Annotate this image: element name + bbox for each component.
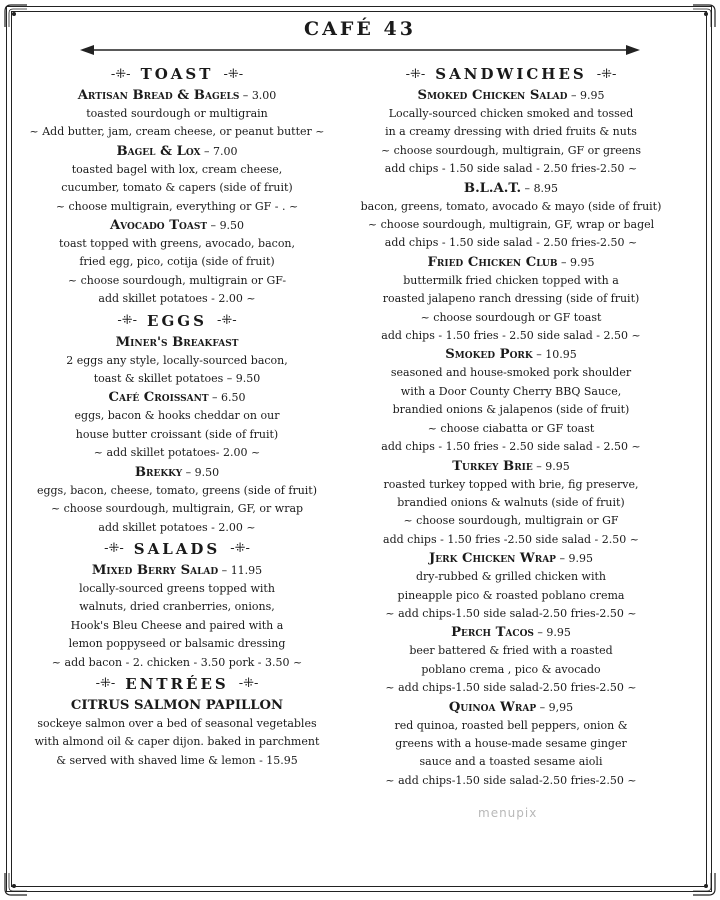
price-separator: – xyxy=(200,144,214,158)
price-separator: – xyxy=(208,391,222,405)
item-price: 9.50 xyxy=(194,465,220,479)
sandwiches-section xyxy=(350,62,672,790)
item-description-line: toasted sourdough or multigrain xyxy=(86,107,268,120)
item-description-line: ~ choose sourdough, multigrain or GF xyxy=(403,514,619,528)
item-price: 6.50 xyxy=(221,391,246,405)
flourish-icon: -⁜- xyxy=(405,66,426,82)
toast-section xyxy=(14,62,340,309)
item-description-line: brandied onions & walnuts (side of fruit) xyxy=(397,495,625,509)
menu-item xyxy=(14,388,340,462)
item-description-line: seasoned and house-smoked pork shoulder xyxy=(390,366,632,380)
item-description-line: ~ Add butter, jam, cream cheese, or peanut butter ~ xyxy=(29,125,325,139)
item-name: Smoked Pork xyxy=(445,347,533,363)
item-description-line: house butter croissant (side of fruit) xyxy=(75,427,279,441)
toast-items xyxy=(14,86,340,309)
item-description-line: Hook's Bleu Cheese and paired with a xyxy=(70,618,284,632)
salads-section xyxy=(14,537,340,672)
item-name: Jerk Chicken Wrap xyxy=(429,551,556,567)
menu-item xyxy=(14,142,340,216)
item-heading xyxy=(14,86,340,105)
item-heading xyxy=(350,179,672,198)
item-description-line: Locally-sourced chicken smoked and tossed xyxy=(388,107,634,120)
item-price: 9,95 xyxy=(548,700,574,714)
price-separator: – xyxy=(207,219,220,233)
item-name: B.L.A.T. xyxy=(463,180,522,196)
item-description-line: ~ add bacon - 2. chicken - 3.50 pork - 3.50 ~ xyxy=(51,655,303,669)
item-description-line: sauce and a toasted sesame aioli xyxy=(419,755,603,769)
item-description-line: ~ choose sourdough, multigrain, GF, wrap or bagel xyxy=(367,218,655,232)
price-separator: – xyxy=(239,89,252,102)
menu-title: CAFÉ 43 xyxy=(304,18,416,40)
flourish-icon: -⁜- xyxy=(238,676,259,692)
price-separator: – xyxy=(567,89,580,102)
item-name: Smoked Chicken Salad xyxy=(417,88,568,103)
eggs-items xyxy=(14,333,340,537)
item-price: 8.95 xyxy=(533,181,559,195)
item-name: Artisan Bread & Bagels xyxy=(77,88,240,103)
salads-items xyxy=(14,561,340,672)
item-description-line: brandied onions & jalapenos (side of fruit) xyxy=(392,403,630,417)
flourish-icon: -⁜- xyxy=(596,66,617,82)
menu-item xyxy=(350,698,672,791)
title-divider-icon xyxy=(80,40,640,60)
section-title: ENTRÉES xyxy=(125,674,229,693)
item-heading xyxy=(350,623,672,642)
item-description-line: cucumber, tomato & capers (side of fruit) xyxy=(61,181,293,195)
flourish-icon: -⁜- xyxy=(230,541,250,557)
eggs-section xyxy=(14,309,340,537)
menu-item xyxy=(14,463,340,537)
right-column xyxy=(350,62,672,790)
item-heading xyxy=(14,142,340,161)
item-heading xyxy=(14,333,340,352)
entrees-items xyxy=(14,696,340,770)
entrees-section xyxy=(14,672,340,770)
price-separator: – xyxy=(218,563,231,577)
price-separator: – xyxy=(555,552,569,566)
section-header xyxy=(14,537,340,561)
item-description-line: pineapple pico & roasted poblano crema xyxy=(397,588,625,602)
item-price: 9.50 xyxy=(219,219,245,233)
item-heading xyxy=(14,388,340,407)
left-column xyxy=(14,62,340,770)
item-description-line: poblano crema , pico & avocado xyxy=(421,662,601,676)
menu-item xyxy=(14,216,340,309)
item-heading xyxy=(350,253,672,272)
menu-item xyxy=(350,623,672,697)
watermark: menupix xyxy=(478,806,538,820)
menu-item xyxy=(350,457,672,550)
item-description-line: roasted jalapeno ranch dressing (side of fruit) xyxy=(382,292,640,306)
item-description-line: toast topped with greens, avocado, bacon, xyxy=(58,237,296,251)
item-description-line: bacon, greens, tomato, avocado & mayo (side of fruit) xyxy=(360,199,662,213)
menu-item xyxy=(14,696,340,770)
item-description-line: with almond oil & caper dijon. baked in parchment xyxy=(34,735,320,749)
item-description-line: buttermilk fried chicken topped with a xyxy=(403,273,619,287)
item-price: 7.00 xyxy=(213,144,238,158)
item-description-line: beer battered & fried with a roasted xyxy=(409,644,613,658)
item-price: 9.95 xyxy=(569,255,595,269)
sandwiches-items xyxy=(350,86,672,790)
item-description-line: ~ choose sourdough or GF toast xyxy=(420,310,602,324)
item-description-line: red quinoa, roasted bell peppers, onion & xyxy=(394,718,628,732)
item-name: Miner's Breakfast xyxy=(115,334,239,350)
item-heading xyxy=(14,216,340,235)
item-price: 10.95 xyxy=(545,348,577,362)
flourish-icon: -⁜- xyxy=(95,676,116,692)
flourish-icon: -⁜- xyxy=(104,541,124,557)
price-separator: – xyxy=(182,465,195,479)
menu-item xyxy=(14,561,340,672)
item-heading xyxy=(350,345,672,364)
price-separator: – xyxy=(521,181,534,195)
section-title: SANDWICHES xyxy=(435,65,587,83)
item-price: 9.95 xyxy=(568,552,593,566)
item-description-line: ~ choose sourdough, multigrain, GF, or wrap xyxy=(50,502,304,516)
item-description-line: ~ add skillet potatoes- 2.00 ~ xyxy=(93,446,261,460)
item-heading xyxy=(350,698,672,717)
menu-item xyxy=(350,86,672,179)
item-description-line: in a creamy dressing with dried fruits & nuts xyxy=(385,125,637,139)
item-heading xyxy=(350,549,672,568)
corner-ornament-icon xyxy=(3,871,29,897)
item-name: Café Croissant xyxy=(108,390,209,406)
item-description-line: 2 eggs any style, locally-sourced bacon, xyxy=(66,353,288,367)
item-description-line: add chips - 1.50 fries - 2.50 side salad - 2.50 ~ xyxy=(381,440,641,454)
item-name: Brekky xyxy=(134,464,183,480)
flourish-icon: -⁜- xyxy=(117,313,138,329)
item-description-line: ~ add chips-1.50 side salad-2.50 fries-2.50 ~ xyxy=(385,773,637,787)
flourish-icon: -⁜- xyxy=(223,66,244,82)
item-heading xyxy=(14,561,340,580)
item-name: Perch Tacos xyxy=(451,625,534,641)
item-name: Quinoa Wrap xyxy=(448,699,537,715)
item-description-line: ~ choose ciabatta or GF toast xyxy=(427,421,595,435)
price-separator: – xyxy=(532,348,546,362)
menu-item xyxy=(350,253,672,346)
flourish-icon: -⁜- xyxy=(216,313,237,329)
item-name: Avocado Toast xyxy=(109,218,208,234)
corner-ornament-icon xyxy=(691,871,717,897)
section-title: EGGS xyxy=(147,311,207,330)
item-price: 9.95 xyxy=(579,89,605,102)
item-name: CITRUS SALMON PAPILLON xyxy=(70,697,284,713)
item-description-line: ~ choose sourdough, multigrain or GF- xyxy=(67,273,287,287)
item-description-line: fried egg, pico, cotija (side of fruit) xyxy=(79,255,275,269)
item-price: 9.95 xyxy=(546,626,571,640)
section-header xyxy=(14,672,340,696)
item-price: 11.95 xyxy=(230,563,263,577)
item-description-line: add chips - 1.50 side salad - 2.50 fries-2.50 ~ xyxy=(384,236,638,250)
price-separator: – xyxy=(533,626,547,640)
item-name: Mixed Berry Salad xyxy=(91,562,219,578)
section-title: SALADS xyxy=(133,539,221,558)
item-description-line: dry-rubbed & grilled chicken with xyxy=(415,570,606,584)
price-separator: – xyxy=(532,459,546,473)
menu-item xyxy=(14,86,340,142)
item-description-line: & served with shaved lime & lemon - 15.95 xyxy=(56,753,298,767)
price-separator: – xyxy=(557,255,570,269)
menu-item xyxy=(14,333,340,389)
item-price: 9.95 xyxy=(545,459,570,473)
section-title: TOAST xyxy=(140,65,214,83)
menu-header xyxy=(0,18,720,40)
item-description-line: add skillet potatoes - 2.00 ~ xyxy=(98,292,256,306)
item-description-line: sockeye salmon over a bed of seasonal vegetables xyxy=(37,716,317,730)
item-description-line: toast & skillet potatoes – 9.50 xyxy=(93,372,261,386)
menu-item xyxy=(350,549,672,623)
section-header xyxy=(14,309,340,333)
item-description-line: toasted bagel with lox, cream cheese, xyxy=(71,162,283,176)
item-description-line: eggs, bacon & hooks cheddar on our xyxy=(74,409,280,423)
item-description-line: ~ choose multigrain, everything or GF - . ~ xyxy=(55,199,299,213)
item-description-line: ~ add chips-1.50 side salad-2.50 fries-2.50 ~ xyxy=(385,606,637,620)
price-separator: – xyxy=(536,700,549,714)
section-header xyxy=(14,62,340,86)
menu-item xyxy=(350,345,672,456)
menu-item xyxy=(350,179,672,253)
item-description-line: greens with a house-made sesame ginger xyxy=(395,736,627,750)
item-name: Turkey Brie xyxy=(452,458,533,474)
flourish-icon: -⁜- xyxy=(110,66,131,82)
item-description-line: ~ add chips-1.50 side salad-2.50 fries-2.50 ~ xyxy=(385,681,637,695)
item-description-line: add chips - 1.50 fries -2.50 side salad - 2.50 ~ xyxy=(383,532,639,546)
item-description-line: add chips - 1.50 side salad - 2.50 fries-2.50 ~ xyxy=(384,162,638,176)
item-name: Bagel & Lox xyxy=(116,143,201,159)
item-description-line: roasted turkey topped with brie, fig preserve, xyxy=(383,477,639,491)
item-heading xyxy=(350,457,672,476)
item-description-line: with a Door County Cherry BBQ Sauce, xyxy=(400,384,622,398)
item-description-line: add skillet potatoes - 2.00 ~ xyxy=(98,520,256,534)
item-description-line: walnuts, dried cranberries, onions, xyxy=(79,600,275,614)
item-heading xyxy=(350,86,672,105)
item-heading xyxy=(14,696,340,715)
item-name: Fried Chicken Club xyxy=(427,254,558,270)
section-header xyxy=(350,62,672,86)
item-description-line: lemon poppyseed or balsamic dressing xyxy=(68,637,286,651)
item-description-line: eggs, bacon, cheese, tomato, greens (side of fruit) xyxy=(36,483,318,497)
item-heading xyxy=(14,463,340,482)
item-description-line: locally-sourced greens topped with xyxy=(79,581,275,595)
item-description-line: ~ choose sourdough, multigrain, GF or greens xyxy=(380,143,642,157)
item-description-line: add chips - 1.50 fries - 2.50 side salad - 2.50 ~ xyxy=(381,329,641,343)
item-price: 3.00 xyxy=(251,89,277,102)
